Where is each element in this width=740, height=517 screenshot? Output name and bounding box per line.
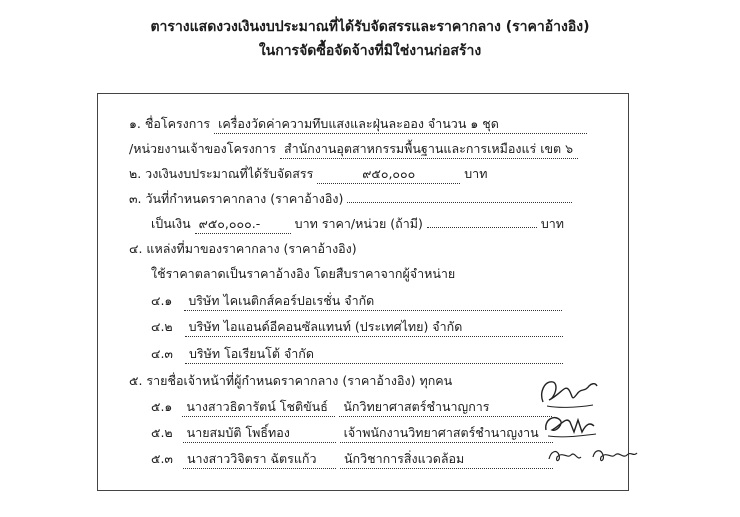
unit-price-blank [427,215,537,228]
source-name: บริษัท โอเรียนโต้ จำกัด [185,345,563,364]
officer-position: นักวิทยาศาสตร์ชำนาญการ [339,398,552,417]
budget-unit: บาท [464,166,488,181]
officer-row [151,398,552,417]
source-row [151,292,562,311]
signature-2 [540,408,600,440]
item-1-agency-row [129,140,578,159]
signature-1 [535,372,605,412]
item-2-label: ๒. วงเงินงบประมาณที่ได้รับจัดสรร [129,166,314,181]
agency-value: สำนักงานอุตสาหกรรมพื้นฐานและการเหมืองแร่ เขต ๖ [280,140,578,159]
officer-name: นางสาววิจิตรา ฉัตรแก้ว [183,450,336,469]
agency-label: /หน่วยงานเจ้าของโครงการ [129,141,276,156]
project-name-value: เครื่องวัดค่าความทึบแสงและฝุ่นละออง จำนวน ๑ ชุด [214,115,587,134]
money-value: ๙๕๐,๐๐๐.- [195,215,291,234]
source-number: ๔.๒ [151,319,173,334]
document-title-line-1: ตารางแสดงวงเงินงบประมาณที่ได้รับจัดสรรและราคากลาง (ราคาอ้างอิง) [150,19,590,35]
item-4-note: ใช้ราคาตลาดเป็นราคาอ้างอิง โดยสืบราคาจากผู้จำหน่าย [151,266,456,281]
unit-price-unit: บาท [540,216,565,231]
officer-row [151,450,553,469]
source-number: ๔.๓ [151,346,173,361]
date-blank [347,190,572,203]
source-number: ๔.๑ [151,293,173,308]
officer-number: ๕.๒ [151,425,173,440]
item-3-money-row [151,215,564,234]
officer-position: เจ้าพนักงานวิทยาศาสตร์ชำนาญงาน [340,424,553,443]
item-4-row [129,240,357,258]
officer-number: ๕.๓ [151,451,173,466]
money-label: เป็นเงิน [151,216,191,231]
item-5-row [129,372,452,390]
item-3-row [129,190,572,208]
item-1-label: ๑. ชื่อโครงการ [129,116,211,131]
item-2-row [129,165,487,184]
unit-price-label: บาท ราคา/หน่วย (ถ้ามี) [294,216,423,231]
source-row [151,318,563,337]
signature-3 [545,443,640,469]
budget-value: ๙๕๐,๐๐๐ [317,165,460,184]
item-4-label: ๔. แหล่งที่มาของราคากลาง (ราคาอ้างอิง) [129,241,357,256]
item-1-row [129,115,587,134]
officer-name: นางสาวธิดารัตน์ โชติขันธ์ [182,398,335,417]
officer-position: นักวิชาการสิ่งแวดล้อม [340,450,553,469]
source-row [151,345,563,364]
officer-name: นายสมบัติ โพธิ์ทอง [183,424,336,443]
officer-row [151,424,553,443]
source-name: บริษัท ไคเนติกส์คอร์ปอเรชั่น จำกัด [184,292,562,311]
source-name: บริษัท ไอแอนด์อีคอนซัลแทนท์ (ประเทศไทย) จำกัด [185,318,563,337]
item-3-label: ๓. วันที่กำหนดราคากลาง (ราคาอ้างอิง) [129,191,344,206]
document-title-line-2: ในการจัดซื้อจัดจ้างที่มิใช่งานก่อสร้าง [258,43,482,59]
officer-number: ๕.๑ [151,399,173,414]
item-5-label: ๕. รายชื่อเจ้าหน้าที่ผู้กำหนดราคากลาง (ราคาอ้างอิง) ทุกคน [129,373,453,388]
